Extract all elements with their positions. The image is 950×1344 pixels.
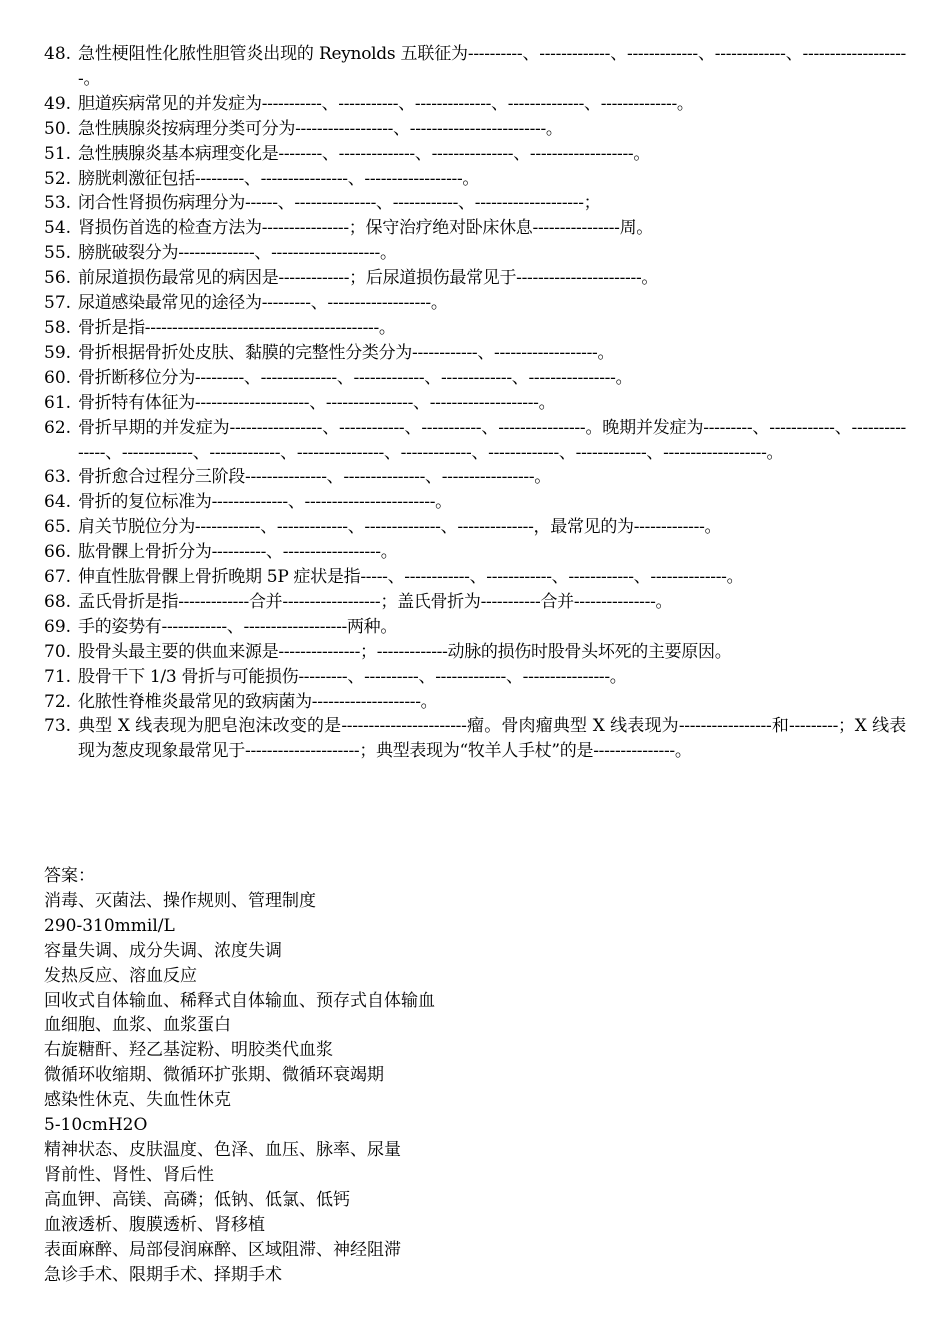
question-item bbox=[44, 540, 906, 565]
question-item bbox=[44, 241, 906, 266]
question-item bbox=[44, 515, 906, 540]
question-text: 急性胰腺炎基本病理变化是--------、--------------、---------------、-------------------。 bbox=[78, 143, 651, 164]
question-number: 55. bbox=[44, 243, 72, 264]
question-item bbox=[44, 565, 906, 590]
question-item bbox=[44, 391, 906, 416]
question-text: 肱骨髁上骨折分为----------、------------------。 bbox=[78, 542, 398, 563]
question-item bbox=[44, 640, 906, 665]
question-text: 股骨头最主要的供血来源是---------------；-------------动脉的损伤时股骨头坏死的主要原因。 bbox=[78, 641, 732, 662]
question-number: 61. bbox=[44, 392, 72, 413]
question-number: 49. bbox=[44, 93, 72, 114]
question-item bbox=[44, 92, 906, 117]
answer-line: 消毒、灭菌法、操作规则、管理制度 bbox=[44, 890, 316, 911]
question-item bbox=[44, 490, 906, 515]
question-text: 膀胱破裂分为--------------、--------------------。 bbox=[78, 243, 397, 264]
question-item bbox=[44, 117, 906, 142]
question-item bbox=[44, 465, 906, 490]
question-number: 50. bbox=[44, 118, 72, 139]
question-number: 51. bbox=[44, 143, 72, 164]
question-text: 急性梗阻性化脓性胆管炎出现的 Reynolds 五联征为----------、-------------、-------------、-------------、--------------------。 bbox=[78, 44, 906, 89]
question-number: 62. bbox=[44, 417, 72, 438]
question-number: 68. bbox=[44, 591, 72, 612]
question-list bbox=[44, 42, 906, 764]
question-item bbox=[44, 191, 906, 216]
question-text: 骨折根据骨折处皮肤、黏膜的完整性分类分为------------、-------------------。 bbox=[78, 342, 615, 363]
question-text: 伸直性肱骨髁上骨折晚期 5P 症状是指-----、------------、------------、------------、--------------。 bbox=[78, 567, 744, 588]
question-item bbox=[44, 665, 906, 690]
question-number: 58. bbox=[44, 317, 72, 338]
question-text: 尿道感染最常见的途径为---------、-------------------。 bbox=[78, 293, 448, 314]
answer-line: 肾前性、肾性、肾后性 bbox=[44, 1164, 214, 1185]
answer-line: 容量失调、成分失调、浓度失调 bbox=[44, 940, 282, 961]
question-item bbox=[44, 266, 906, 291]
question-text: 孟氏骨折是指-------------合并------------------；盖氏骨折为-----------合并---------------。 bbox=[78, 591, 673, 612]
question-item bbox=[44, 291, 906, 316]
question-item bbox=[44, 366, 906, 391]
question-number: 67. bbox=[44, 567, 72, 588]
question-text: 骨折特有体征为---------------------、----------------、--------------------。 bbox=[78, 392, 556, 413]
question-item bbox=[44, 416, 906, 466]
question-item bbox=[44, 341, 906, 366]
question-item bbox=[44, 615, 906, 640]
question-number: 54. bbox=[44, 218, 72, 239]
answer-heading: 答案： bbox=[44, 866, 95, 886]
answer-line: 5-10cmH2O bbox=[44, 1115, 148, 1136]
question-number: 64. bbox=[44, 492, 72, 513]
question-text: 膀胱刺激征包括---------、----------------、------------------。 bbox=[78, 168, 480, 189]
question-item bbox=[44, 216, 906, 241]
question-number: 71. bbox=[44, 666, 72, 687]
answer-line: 感染性休克、失血性休克 bbox=[44, 1090, 231, 1111]
question-text: 股骨干下 1/3 骨折与可能损伤---------、----------、-------------、----------------。 bbox=[78, 666, 627, 687]
question-text: 骨折愈合过程分三阶段---------------、---------------、-----------------。 bbox=[78, 467, 551, 488]
question-text: 手的姿势有------------、-------------------两种。 bbox=[78, 616, 398, 637]
question-item bbox=[44, 167, 906, 192]
answer-line: 高血钾、高镁、高磷；低钠、低氯、低钙 bbox=[44, 1189, 350, 1210]
answer-line: 血液透析、腹膜透析、肾移植 bbox=[44, 1214, 265, 1235]
question-item bbox=[44, 714, 906, 764]
question-text: 化脓性脊椎炎最常见的致病菌为--------------------。 bbox=[78, 691, 438, 712]
answer-line: 右旋糖酐、羟乙基淀粉、明胶类代血浆 bbox=[44, 1040, 333, 1061]
question-number: 60. bbox=[44, 367, 72, 388]
question-number: 63. bbox=[44, 467, 72, 488]
question-text: 骨折的复位标准为--------------、------------------------。 bbox=[78, 492, 452, 513]
question-item bbox=[44, 690, 906, 715]
question-text: 前尿道损伤最常见的病因是-------------；后尿道损伤最常见于-----------------------。 bbox=[78, 268, 659, 289]
question-text: 骨折是指-------------------------------------------。 bbox=[78, 317, 396, 338]
question-number: 72. bbox=[44, 691, 72, 712]
answer-line: 精神状态、皮肤温度、色泽、血压、脉率、尿量 bbox=[44, 1139, 401, 1160]
question-number: 56. bbox=[44, 268, 72, 289]
question-text: 骨折断移位分为---------、--------------、-------------、-------------、----------------。 bbox=[78, 367, 633, 388]
question-number: 52. bbox=[44, 168, 72, 189]
question-text: 急性胰腺炎按病理分类可分为------------------、-------------------------。 bbox=[78, 118, 563, 139]
answer-line: 急诊手术、限期手术、择期手术 bbox=[44, 1264, 282, 1285]
question-text: 骨折早期的并发症为-----------------、------------、-----------、----------------。晚期并发症为---------、------------、---------------、-------------、-------------、----------------、-------------、-------------、-------------、-------------------。 bbox=[78, 417, 906, 463]
question-number: 57. bbox=[44, 293, 72, 314]
question-number: 48. bbox=[44, 44, 72, 64]
question-number: 70. bbox=[44, 641, 72, 662]
answer-line: 血细胞、血浆、血浆蛋白 bbox=[44, 1015, 231, 1036]
answer-line: 发热反应、溶血反应 bbox=[44, 965, 197, 986]
answer-section bbox=[44, 864, 906, 1287]
answer-line: 290-310mmil/L bbox=[44, 915, 175, 936]
question-number: 53. bbox=[44, 193, 72, 214]
question-text: 胆道疾病常见的并发症为-----------、-----------、--------------、--------------、--------------。 bbox=[78, 93, 694, 114]
answer-line: 表面麻醉、局部侵润麻醉、区域阻滞、神经阻滞 bbox=[44, 1239, 401, 1260]
question-item bbox=[44, 316, 906, 341]
question-text: 肩关节脱位分为------------、-------------、--------------、--------------，最常见的为-------------。 bbox=[78, 517, 722, 538]
question-text: 肾损伤首选的检查方法为----------------；保守治疗绝对卧床休息----------------周。 bbox=[78, 218, 654, 239]
question-number: 59. bbox=[44, 342, 72, 363]
answer-line: 回收式自体输血、稀释式自体输血、预存式自体输血 bbox=[44, 990, 435, 1011]
question-text: 闭合性肾损伤病理分为------、---------------、------------、--------------------； bbox=[78, 193, 601, 214]
question-number: 66. bbox=[44, 542, 72, 563]
question-number: 73. bbox=[44, 716, 72, 737]
question-number: 65. bbox=[44, 517, 72, 538]
question-number: 69. bbox=[44, 616, 72, 637]
question-text: 典型 X 线表现为肥皂泡沫改变的是-----------------------瘤。骨肉瘤典型 X 线表现为-----------------和---------；X 线表现为葱皮现象最常见于---------------------；典型表现为“牧羊人手杖”的是---------------。 bbox=[78, 716, 906, 762]
question-item bbox=[44, 590, 906, 615]
question-item bbox=[44, 142, 906, 167]
answer-line: 微循环收缩期、微循环扩张期、微循环衰竭期 bbox=[44, 1065, 384, 1086]
question-item bbox=[44, 42, 906, 92]
